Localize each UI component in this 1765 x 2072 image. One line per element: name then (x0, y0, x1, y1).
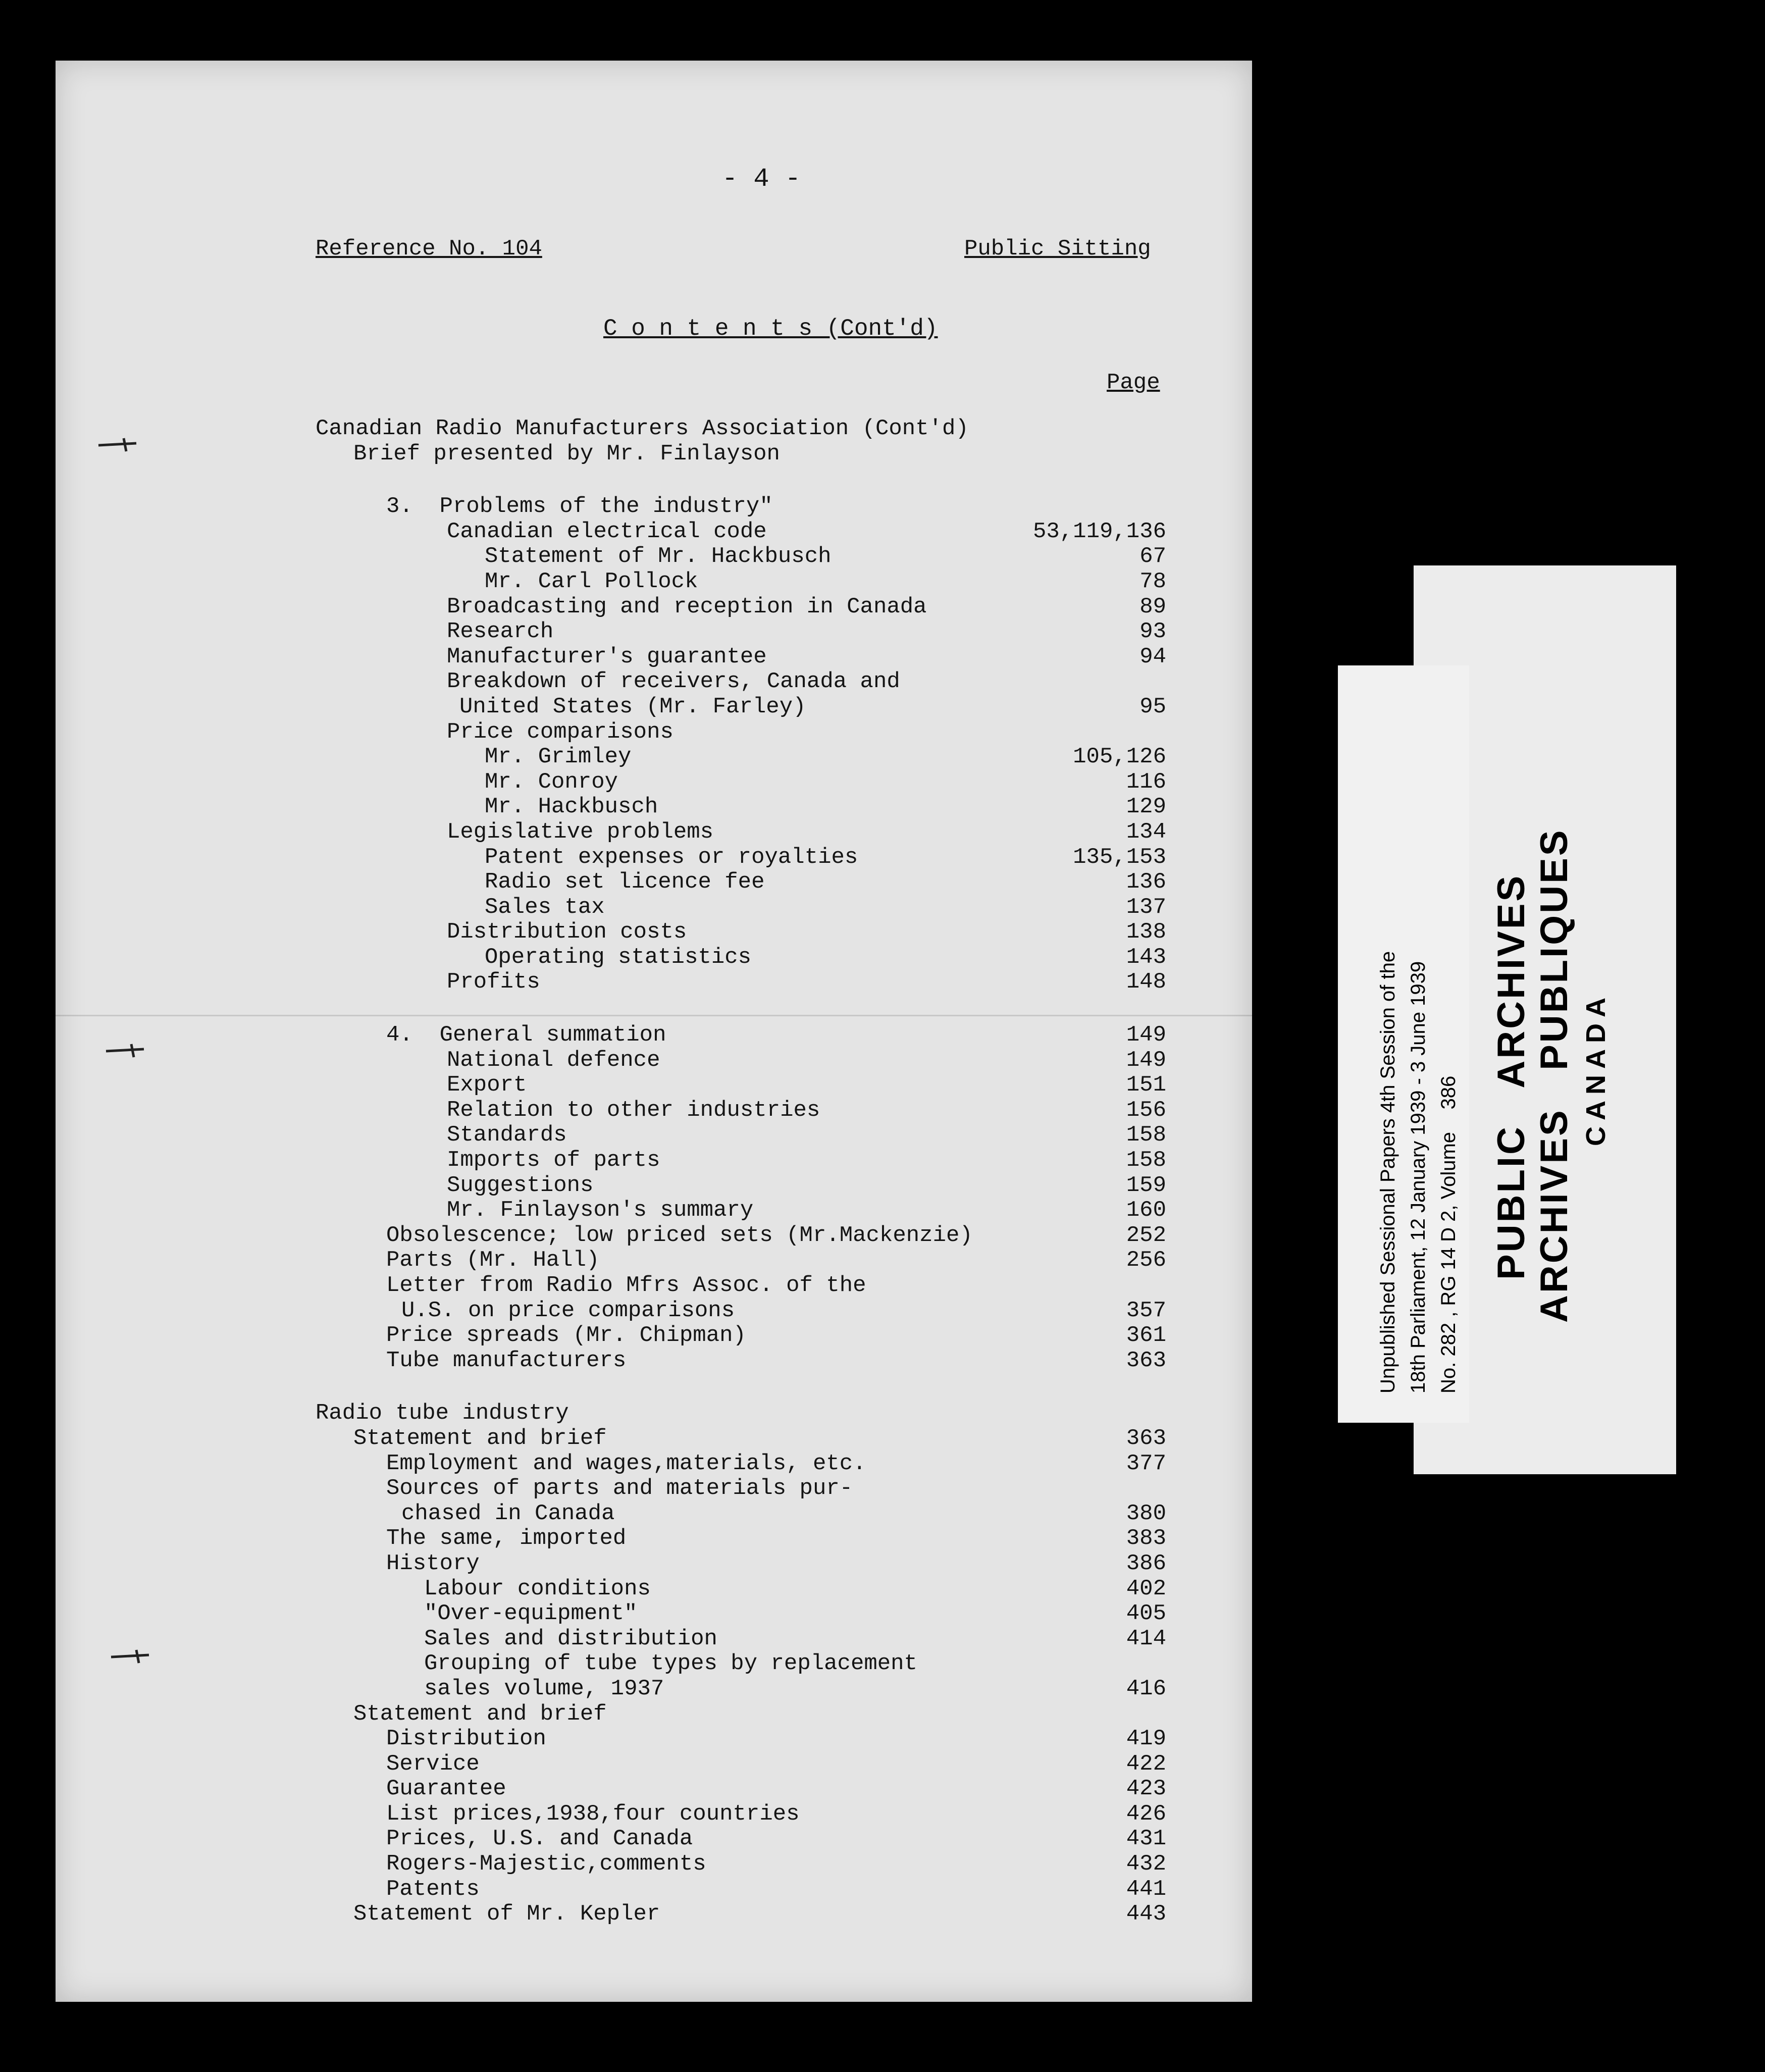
toc-entry-label: Employment and wages,materials, etc. (386, 1451, 866, 1476)
toc-entry (56, 1173, 1252, 1199)
toc-entry (56, 745, 1252, 770)
toc-entry (56, 1273, 1252, 1299)
toc-entry (56, 1048, 1252, 1073)
toc-entry-label: Mr. Grimley (485, 744, 632, 770)
toc-entry (56, 520, 1252, 545)
toc-entry-page: 405 (1126, 1601, 1166, 1627)
document-page (56, 61, 1252, 2002)
toc-entry-label: "Over-equipment" (424, 1601, 638, 1627)
toc-entry-page: 136 (1126, 869, 1166, 895)
toc-entry-label: Letter from Radio Mfrs Assoc. of the (386, 1273, 866, 1298)
toc-entry-label: United States (Mr. Farley) (459, 694, 806, 719)
toc-entry-page: 426 (1126, 1801, 1166, 1827)
toc-entry (56, 1627, 1252, 1652)
toc-entry-page: 159 (1126, 1172, 1166, 1198)
toc-entry (56, 1902, 1252, 1927)
toc-entry (56, 795, 1252, 820)
toc-entry-label: Parts (Mr. Hall) (386, 1248, 600, 1273)
toc-entry-label: Labour conditions (424, 1576, 651, 1601)
toc-entry-page: 129 (1126, 794, 1166, 820)
toc-entry (56, 1198, 1252, 1223)
toc-entry-label: List prices,1938,four countries (386, 1801, 800, 1827)
toc-entry (56, 1526, 1252, 1551)
toc-entry-page: 158 (1126, 1122, 1166, 1148)
section-gap (56, 467, 1252, 494)
toc-entry-label: History (386, 1550, 480, 1576)
toc-entry-label: Brief presented by Mr. Finlayson (353, 441, 780, 467)
toc-entry (56, 770, 1252, 795)
toc-entry (56, 1452, 1252, 1477)
toc-entry (56, 645, 1252, 670)
toc-entry-label: Sales and distribution (424, 1626, 717, 1651)
toc-entry-page: 94 (1139, 644, 1166, 669)
toc-entry-label: Mr. Conroy (485, 769, 618, 795)
toc-entry-page: 361 (1126, 1323, 1166, 1349)
reference-number: Reference No. 104 (316, 236, 542, 262)
toc-entry-label: Standards (447, 1122, 567, 1148)
toc-entry-label: Mr. Carl Pollock (485, 568, 698, 594)
toc-entry-page: 78 (1139, 568, 1166, 594)
toc-entry-page: 441 (1126, 1876, 1166, 1902)
toc-entry (56, 1299, 1252, 1324)
toc-entry-label: Rogers-Majestic,comments (386, 1851, 706, 1877)
toc-entry-label: U.S. on price comparisons (401, 1298, 735, 1323)
toc-entry-page: 380 (1126, 1500, 1166, 1526)
toc-entry-page: 138 (1126, 919, 1166, 945)
toc-entry (56, 1349, 1252, 1374)
toc-entry-label: Statement and brief (353, 1425, 607, 1451)
toc-entry-page: 377 (1126, 1451, 1166, 1476)
toc-entry (56, 1123, 1252, 1148)
hole-punch-mark (96, 434, 141, 454)
toc-entry-page: 93 (1139, 619, 1166, 645)
toc-entry-label: Canadian Radio Manufacturers Association (Cont'd) (316, 416, 969, 441)
toc-entry (56, 1727, 1252, 1752)
toc-entry (56, 1248, 1252, 1273)
toc-entry-label: Profits (447, 969, 540, 995)
toc-entry (56, 1073, 1252, 1098)
toc-entry-page: 158 (1126, 1148, 1166, 1173)
toc-entry (56, 1426, 1252, 1452)
toc-entry-page: 149 (1126, 1047, 1166, 1073)
toc-entry (56, 1601, 1252, 1627)
archive-label-tab (1424, 1424, 1646, 1474)
toc-entry-label: Relation to other industries (447, 1097, 820, 1123)
toc-entry-label: Research (447, 619, 554, 645)
toc-entry (56, 619, 1252, 645)
toc-entry (56, 1223, 1252, 1249)
toc-entry (56, 442, 1252, 467)
toc-entry-label: Mr. Finlayson's summary (447, 1198, 754, 1223)
toc-entry-label: Price comparisons (447, 719, 673, 745)
contents-title: C o n t e n t s (Cont'd) (603, 316, 938, 342)
toc-entry-label: Sales tax (485, 894, 605, 920)
archive-strip-line-3: No. 282 , RG 14 D 2, Volume 386 (1437, 1075, 1460, 1393)
toc-entry-label: Export (447, 1072, 527, 1098)
toc-entry-label: The same, imported (386, 1526, 627, 1551)
toc-entry (56, 1827, 1252, 1852)
toc-entry (56, 1802, 1252, 1827)
toc-entry (56, 1752, 1252, 1777)
toc-entry-label: Radio tube industry (316, 1401, 569, 1426)
toc-entry-page: 116 (1126, 769, 1166, 795)
archive-strip-line-1: Unpublished Sessional Papers 4th Session of the (1377, 951, 1399, 1393)
toc-entry-label: National defence (447, 1047, 660, 1073)
toc-entry-label: Obsolescence; low priced sets (Mr.Mackenzie) (386, 1222, 973, 1248)
toc-entry-page: 416 (1126, 1676, 1166, 1701)
toc-entry-page: 143 (1126, 944, 1166, 970)
toc-entry-label: Distribution (386, 1726, 546, 1752)
toc-entry-page: 357 (1126, 1298, 1166, 1323)
toc-entry-label: 4. General summation (386, 1022, 666, 1048)
toc-entry-label: Imports of parts (447, 1148, 660, 1173)
toc-entry-label: Guarantee (386, 1776, 506, 1802)
toc-entry (56, 970, 1252, 995)
toc-entry-label: Statement of Mr. Kepler (353, 1901, 660, 1927)
sitting-type: Public Sitting (964, 236, 1151, 262)
toc-entry-page: 252 (1126, 1222, 1166, 1248)
toc-entry (56, 569, 1252, 595)
toc-entry (56, 1323, 1252, 1349)
toc-entry (56, 1098, 1252, 1123)
archive-strip-line-2: 18th Parliament, 12 January 1939 - 3 June 1939 (1407, 961, 1429, 1393)
toc-entry (56, 1702, 1252, 1727)
toc-entry-label: Sources of parts and materials pur- (386, 1476, 853, 1501)
toc-entry (56, 1476, 1252, 1501)
toc-entry-page: 383 (1126, 1526, 1166, 1551)
toc-entry-page: 149 (1126, 1022, 1166, 1048)
toc-entry (56, 669, 1252, 695)
toc-entry (56, 720, 1252, 745)
toc-entry (56, 595, 1252, 620)
section-gap (56, 995, 1252, 1023)
toc-entry-label: 3. Problems of the industry" (386, 494, 773, 520)
toc-entry (56, 895, 1252, 920)
section-gap (56, 1373, 1252, 1401)
toc-entry-label: Canadian electrical code (447, 519, 767, 544)
toc-entry-page: 156 (1126, 1097, 1166, 1123)
toc-entry (56, 1651, 1252, 1677)
toc-entry (56, 870, 1252, 895)
toc-entry-label: sales volume, 1937 (424, 1676, 664, 1701)
toc-entry (56, 1501, 1252, 1527)
toc-entry-page: 151 (1126, 1072, 1166, 1098)
toc-entry (56, 544, 1252, 569)
toc-entry-page: 105,126 (1073, 744, 1166, 770)
toc-entry-label: Operating statistics (485, 944, 752, 970)
toc-entry-label: Suggestions (447, 1172, 594, 1198)
toc-entry-label: Tube manufacturers (386, 1348, 627, 1373)
toc-entry-page: 431 (1126, 1826, 1166, 1852)
toc-entry-page: 423 (1126, 1776, 1166, 1802)
toc-entry-label: chased in Canada (401, 1500, 615, 1526)
toc-entry-label: Breakdown of receivers, Canada and (447, 669, 900, 695)
toc-entry-page: 363 (1126, 1348, 1166, 1373)
toc-entry-label: Service (386, 1751, 480, 1777)
toc-entry (56, 920, 1252, 945)
toc-entry (56, 1023, 1252, 1048)
toc-entry-page: 67 (1139, 544, 1166, 569)
toc-entry-page: 89 (1139, 594, 1166, 619)
toc-entry-label: Patent expenses or royalties (485, 844, 858, 870)
toc-entry-page: 419 (1126, 1726, 1166, 1752)
table-of-contents (56, 417, 1252, 1927)
toc-entry (56, 945, 1252, 970)
toc-entry-page: 443 (1126, 1901, 1166, 1927)
toc-entry-label: Radio set licence fee (485, 869, 765, 895)
toc-entry (56, 1777, 1252, 1802)
toc-entry (56, 1551, 1252, 1577)
toc-entry-label: Mr. Hackbusch (485, 794, 658, 820)
toc-entry-page: 386 (1126, 1550, 1166, 1576)
archive-stamp-french: ARCHIVES PUBLIQUES (1533, 828, 1576, 1323)
toc-entry-label: Prices, U.S. and Canada (386, 1826, 693, 1852)
page-column-header: Page (1107, 370, 1160, 395)
toc-entry-label: Distribution costs (447, 919, 687, 945)
page-number: - 4 - (722, 164, 801, 194)
toc-entry-label: Statement of Mr. Hackbusch (485, 544, 832, 569)
toc-entry-page: 135,153 (1073, 844, 1166, 870)
toc-entry (56, 1677, 1252, 1702)
hole-punch-mark (109, 1646, 154, 1666)
toc-entry (56, 1877, 1252, 1902)
toc-entry-page: 414 (1126, 1626, 1166, 1651)
archive-stamp-english: PUBLIC ARCHIVES (1490, 873, 1533, 1280)
toc-entry (56, 417, 1252, 442)
toc-entry-page: 363 (1126, 1425, 1166, 1451)
toc-entry (56, 1148, 1252, 1173)
toc-entry-page: 160 (1126, 1198, 1166, 1223)
toc-entry (56, 820, 1252, 845)
toc-entry-label: Legislative problems (447, 819, 714, 845)
toc-entry-label: Manufacturer's guarantee (447, 644, 767, 669)
toc-entry-label: Statement and brief (353, 1701, 607, 1727)
archive-stamp-country: CANADA (1581, 992, 1611, 1146)
toc-entry-page: 148 (1126, 969, 1166, 995)
toc-entry (56, 1401, 1252, 1426)
toc-entry (56, 1852, 1252, 1877)
toc-entry (56, 1577, 1252, 1602)
toc-entry-page: 95 (1139, 694, 1166, 719)
toc-entry-label: Grouping of tube types by replacement (424, 1651, 917, 1677)
toc-entry (56, 845, 1252, 870)
toc-entry (56, 494, 1252, 520)
toc-entry-page: 432 (1126, 1851, 1166, 1877)
hole-punch-mark (103, 1040, 149, 1060)
toc-entry-page: 137 (1126, 894, 1166, 920)
toc-entry-page: 422 (1126, 1751, 1166, 1777)
toc-entry (56, 695, 1252, 720)
toc-entry-page: 256 (1126, 1248, 1166, 1273)
toc-entry-label: Broadcasting and reception in Canada (447, 594, 927, 619)
toc-entry-page: 53,119,136 (1032, 519, 1166, 544)
toc-entry-label: Price spreads (Mr. Chipman) (386, 1323, 746, 1349)
toc-entry-page: 134 (1126, 819, 1166, 845)
toc-entry-label: Patents (386, 1876, 480, 1902)
toc-entry-page: 402 (1126, 1576, 1166, 1601)
